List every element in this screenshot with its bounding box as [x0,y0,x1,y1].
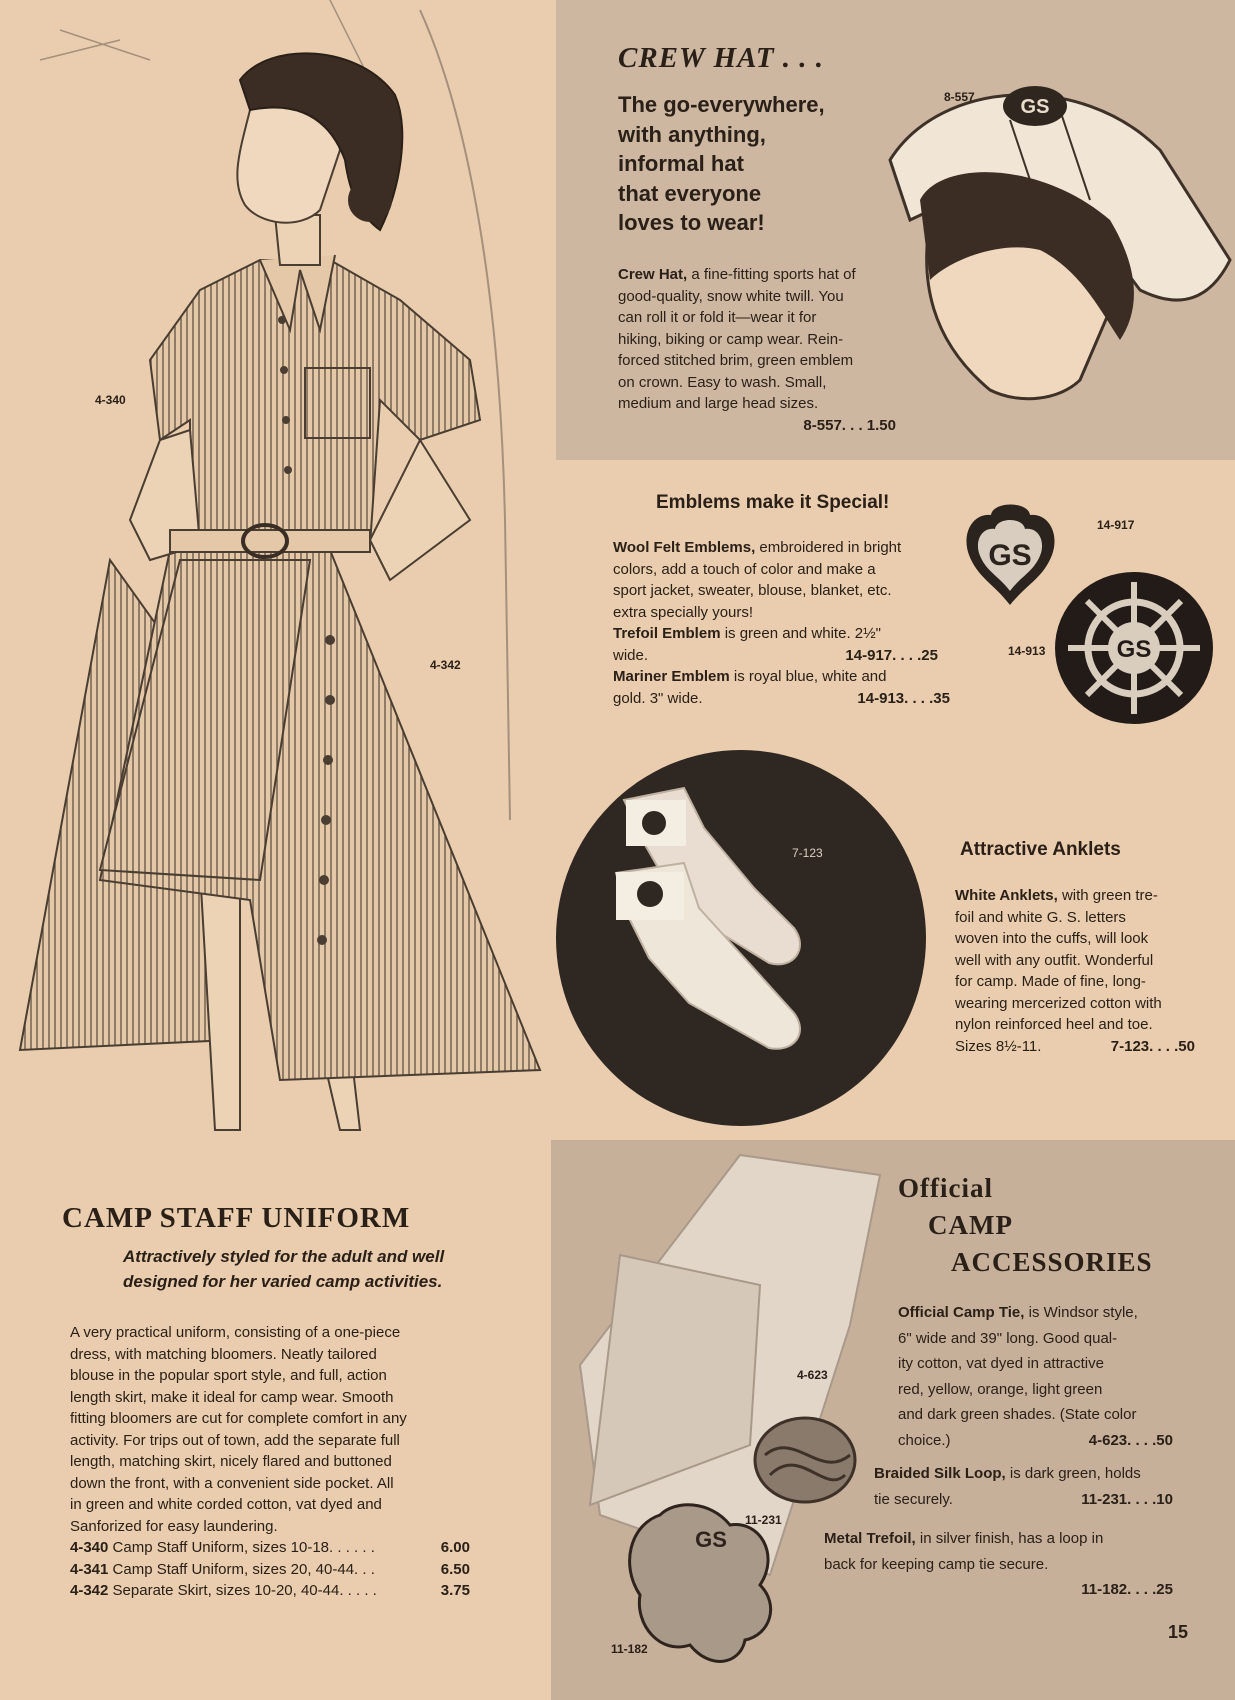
crew-hat-title: CREW HAT . . . [618,42,825,74]
anklets-description [955,885,1195,1057]
code-label-tie: 4-623 [797,1368,828,1382]
emblems-title: Emblems make it Special! [656,492,890,513]
silk-loop-price: 11-231. . . .10 [1081,1490,1173,1508]
desc-line: colors, add a touch of color and make a [613,560,876,578]
accessories-title-line: ACCESSORIES [951,1247,1153,1277]
uniform-illustration [0,0,556,1135]
uniform-title: CAMP STAFF UNIFORM [62,1202,411,1234]
crew-hat-price: 8-557. . . 1.50 [803,416,896,434]
mariner-emblem-name: Mariner Emblem [613,668,730,685]
code-label-trefoil-emblem: 14-917 [1097,518,1135,532]
desc-line: hiking, biking or camp wear. Rein- [618,330,844,348]
desc-line: blouse in the popular sport style, and full, action [70,1367,387,1384]
desc-line: is dark green, holds [1009,1465,1141,1482]
price-list-row [70,1559,470,1581]
subtitle-line: designed for her varied camp activities. [123,1272,443,1291]
desc-line: a fine-fitting sports hat of [691,266,856,283]
uniform-subtitle [123,1244,444,1294]
silk-loop-name: Braided Silk Loop, [874,1465,1006,1482]
trefoil-emblem-icon [963,493,1058,611]
desc-line: well with any outfit. Wonderful [955,951,1154,969]
desc-line: dress, with matching bloomers. Neatly tailored [70,1345,377,1363]
crew-hat-name: Crew Hat, [618,266,688,283]
code-label-dress: 4-340 [95,393,126,407]
trefoil-emblem-letters: GS [988,539,1032,572]
mariner-emblem-letters: GS [1116,636,1152,663]
code-label-metal-trefoil: 11-182 [611,1642,648,1656]
uniform-description [70,1322,470,1602]
desc-line: length, matching skirt, nicely flared and buttoned [70,1453,392,1470]
accessories-photo [560,1145,890,1700]
price-list-row [70,1537,470,1559]
desc-line: extra specially yours! [613,603,754,621]
hat-emblem-letters: GS [1020,96,1050,118]
metal-trefoil-name: Metal Trefoil, [824,1530,916,1547]
page-number: 15 [1168,1622,1189,1642]
metal-trefoil-description [824,1526,1173,1603]
tagline-line: The go-everywhere, [618,92,825,117]
desc-line: length skirt, make it ideal for camp wear. Smooth [70,1388,394,1406]
desc-line: for camp. Made of fine, long- [955,973,1146,990]
item-code: 4-342 [70,1582,109,1599]
desc-line: gold. 3" wide. [613,689,703,707]
price-list-row [70,1580,470,1602]
code-label-loop: 11-231 [745,1513,782,1527]
mariner-emblem-price: 14-913. . . .35 [857,689,950,707]
desc-line: choice.) [898,1431,951,1449]
metal-trefoil-price: 11-182. . . .25 [1081,1581,1173,1598]
item-price: 6.00 [440,1539,470,1556]
anklets-name: White Anklets, [955,887,1058,904]
tagline-line: informal hat [618,151,744,176]
metal-trefoil-letters-text: GS [695,1527,727,1552]
desc-line: embroidered in bright [759,539,902,556]
desc-line: is green and white. 2½" [724,625,881,642]
code-label-anklets: 7-123 [792,846,823,860]
desc-line: 6" wide and 39" long. Good qual- [898,1329,1118,1347]
crew-hat-description [618,264,896,436]
desc-line: red, yellow, orange, light green [898,1380,1103,1398]
desc-line: good-quality, snow white twill. You [618,287,844,305]
desc-line: ity cotton, vat dyed in attractive [898,1355,1104,1372]
anklets-price: 7-123. . . .50 [1110,1037,1195,1055]
desc-line: sport jacket, sweater, blouse, blanket, etc. [613,582,892,599]
desc-line: A very practical uniform, consisting of a one-piece [70,1324,401,1341]
silk-loop-description [874,1461,1173,1512]
accessories-title [898,1170,1153,1281]
desc-line: wearing mercerized cotton with [955,994,1162,1012]
emblems-name: Wool Felt Emblems, [613,539,756,556]
gs-trefoil-hat-emblem [1000,83,1070,129]
camp-tie-price: 4-623. . . .50 [1088,1431,1173,1449]
camp-tie-description [898,1300,1173,1453]
desc-line: can roll it or fold it—wear it for [618,309,817,326]
item-text: Camp Staff Uniform, sizes 20, 40-44. . . [112,1560,375,1578]
code-label-skirt: 4-342 [430,658,461,672]
desc-line: fitting bloomers are cut for complete comfort in any [70,1410,407,1427]
anklets-photo [554,748,928,1128]
item-text: Camp Staff Uniform, sizes 10-18. . . . . . [112,1539,375,1556]
desc-line: forced stitched brim, green emblem [618,352,854,369]
tagline-line: that everyone [618,180,762,206]
desc-line: activity. For trips out of town, add the separate full [70,1431,400,1449]
accessories-title-line: Official [898,1173,993,1203]
code-label-hat: 8-557 [944,90,975,104]
trefoil-emblem-name: Trefoil Emblem [613,625,721,642]
desc-line: medium and large head sizes. [618,395,819,412]
anklets-title: Attractive Anklets [960,839,1121,860]
desc-line: Sanforized for easy laundering. [70,1517,278,1535]
desc-line: down the front, with a convenient side pocket. All [70,1474,394,1492]
crew-hat-tagline [618,90,825,238]
emblems-description [613,537,950,709]
desc-line: is royal blue, white and [733,668,887,685]
desc-line: in green and white corded cotton, vat dyed and [70,1496,382,1513]
desc-line: back for keeping camp tie secure. [824,1555,1049,1573]
tagline-line: loves to wear! [618,210,765,235]
camp-tie-name: Official Camp Tie, [898,1304,1025,1321]
desc-line: woven into the cuffs, will look [955,930,1149,947]
item-text: Separate Skirt, sizes 10-20, 40-44. . . . . [112,1582,377,1599]
desc-line: tie securely. [874,1490,953,1508]
subtitle-line: Attractively styled for the adult and well [123,1247,445,1266]
desc-line: is Windsor style, [1028,1304,1138,1321]
anklets-sizes: Sizes 8½-11. [955,1037,1042,1055]
accessories-title-line: CAMP [928,1210,1013,1240]
desc-line: with green tre- [1061,887,1158,904]
item-price: 6.50 [440,1560,470,1578]
item-code: 4-341 [70,1560,109,1578]
desc-line: and dark green shades. (State color [898,1406,1137,1423]
item-price: 3.75 [440,1582,470,1599]
desc-line: nylon reinforced heel and toe. [955,1016,1153,1033]
item-code: 4-340 [70,1539,109,1556]
desc-line: wide. [613,646,649,664]
desc-line: foil and white G. S. letters [955,908,1126,926]
trefoil-emblem-price: 14-917. . . .25 [845,646,938,664]
code-label-mariner-emblem: 14-913 [1008,644,1046,658]
desc-line: in silver finish, has a loop in [919,1530,1104,1547]
mariner-emblem-icon [1053,570,1215,726]
tagline-line: with anything, [618,121,766,147]
metal-trefoil-letters [676,1523,746,1553]
desc-line: on crown. Easy to wash. Small, [618,373,827,391]
